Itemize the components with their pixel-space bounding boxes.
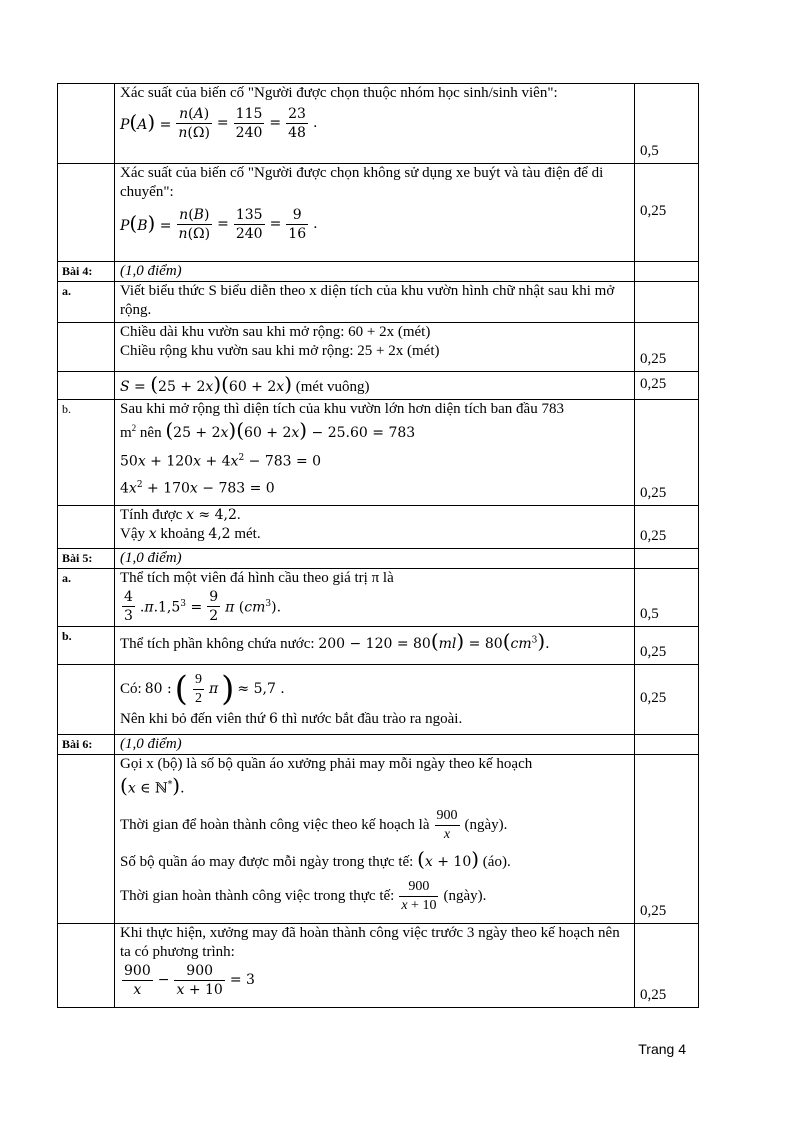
section-label: Bài 6: — [58, 735, 115, 755]
table-row: Có: 80 : ( $\frac{9}{2}$ π ) ≈ 5,7 . Nên khi bỏ đến viên thứ 6 thì nước bắt đầu trào ra ngoài. 0,25 — [58, 665, 699, 735]
score: 0,25 — [635, 164, 699, 262]
row-text: Thời gian hoàn thành công việc trong thực tế: — [120, 887, 395, 904]
formula-pb: P(B) = $\frac{n(B)}{n(\Omega)}$ = $\frac{135}{240}$ = $\frac{9}{16}$ . — [120, 207, 318, 242]
row-text: Tính được — [120, 507, 183, 523]
row-text: khoảng — [160, 526, 205, 542]
formula-count: Có: 80 : ( $\frac{9}{2}$ π ) ≈ 5,7 . — [120, 669, 285, 709]
table-row: Gọi x (bộ) là số bộ quần áo xưởng phải may mỗi ngày theo kế hoạch (x ∈ ℕ*). Thời gian để hoàn thành công việc theo kế hoạch là $\frac{900}{x}$ (ngày). Số bộ quần áo may được mỗi ngày trong thực tế: (x + 10) (áo). Thời gian hoàn thành công việc trong thực tế: $\frac{900}{x + 10}$ (ngày). 0,25 — [58, 755, 699, 924]
row-text: Gọi x (bộ) là số bộ quần áo xưởng phải may mỗi ngày theo kế hoạch — [120, 756, 533, 772]
score: 0,5 — [635, 569, 699, 627]
row-text: Số bộ quần áo may được mỗi ngày trong thực tế: — [120, 853, 414, 870]
table-row — [58, 400, 699, 506]
score: 0,25 — [635, 627, 699, 665]
row-text: mét. — [234, 526, 261, 542]
section-header — [58, 549, 699, 569]
score: 0,25 — [635, 323, 699, 372]
formula-line: $4x^2 + 170x - 783 = 0$ — [120, 479, 275, 497]
section-header — [58, 735, 699, 755]
formula-volume: $\frac{4}{3}$ $.\pi.1,5^3$ = $\frac{9}{2}$ π $(cm^3)$. — [124, 589, 282, 624]
score: 0,25 — [635, 400, 699, 506]
formula-line: $m^2$ nên (25 + 2x)(60 + 2x) − 25.60 = 783 — [120, 418, 416, 442]
table-row — [58, 372, 699, 400]
formula-pa: P(A) = $\frac{n(A)}{n(\Omega)}$ = $\frac{115}{240}$ = $\frac{23}{48}$ . — [120, 106, 318, 141]
table-row — [58, 164, 699, 262]
row-text: Thể tích một viên đá hình cầu theo giá trị π là — [120, 570, 394, 586]
table-row — [58, 84, 699, 164]
table-row: Tính được x ≈ 4,2. Vậy x khoảng 4,2 mét. 0,25 — [58, 506, 699, 549]
score: 0,25 — [635, 755, 699, 924]
row-text: Xác suất của biến cố "Người được chọn không sử dụng xe buýt và tàu điện để di chuyển": — [120, 165, 604, 200]
section-points: (1,0 điểm) — [115, 262, 635, 282]
row-text: (ngày). — [443, 887, 487, 904]
score: 0,25 — [635, 665, 699, 735]
formula-line: $50x + 120x + 4x^2 - 783 = 0$ — [120, 453, 322, 470]
score: 0,25 — [635, 372, 699, 400]
table-row — [58, 323, 699, 372]
page-number: Trang 4 — [638, 1041, 686, 1057]
part-label: a. — [58, 569, 115, 627]
formula-equation: $\frac{900}{x}$ − $\frac{900}{x + 10}$ = 3 — [124, 963, 255, 998]
section-points: (1,0 điểm) — [115, 735, 635, 755]
section-header — [58, 262, 699, 282]
row-text: Xác suất của biến cố "Người được chọn thuộc nhóm học sinh/sinh viên": — [120, 85, 558, 101]
answer-table — [57, 83, 699, 1008]
table-row — [58, 282, 699, 323]
row-text: Chiều dài khu vườn sau khi mở rộng: 60 + 2x (mét) — [120, 324, 431, 340]
row-text: Nên khi bỏ đến viên thứ — [120, 711, 266, 727]
part-label: b. — [58, 627, 115, 665]
table-row: b. Thể tích phần không chứa nước: $200 - 120 = 80(ml) = 80(cm^3)$. 0,25 — [58, 627, 699, 665]
row-text: Sau khi mở rộng thì diện tích của khu vườn lớn hơn diện tích ban đầu 783 — [120, 401, 564, 417]
formula-s: S = (25 + 2x)(60 + 2x) — [120, 371, 292, 396]
row-text: Có: — [120, 681, 142, 697]
row-text: (áo). — [482, 853, 511, 870]
row-text: (ngày). — [464, 816, 508, 833]
row-text: Chiều rộng khu vườn sau khi mở rộng: 25 + 2x (mét) — [120, 343, 440, 359]
section-label: Bài 5: — [58, 549, 115, 569]
question-text: Viết biểu thức S biểu diễn theo x diện tích của khu vườn hình chữ nhật sau khi mở rộng. — [115, 282, 635, 323]
row-text: Thể tích phần không chứa nước: — [120, 635, 315, 652]
score: 0,25 — [635, 924, 699, 1008]
table-row — [58, 924, 699, 1008]
score: 0,25 — [635, 506, 699, 549]
part-label: b. — [58, 400, 115, 506]
score: 0,5 — [635, 84, 699, 164]
formula-domain: (x ∈ ℕ*). — [120, 773, 185, 798]
row-text: Thời gian để hoàn thành công việc theo kế hoạch là — [120, 816, 430, 833]
section-label: Bài 4: — [58, 262, 115, 282]
row-text: Vậy — [120, 526, 145, 542]
row-text: thì nước bắt đầu trào ra ngoài. — [281, 711, 463, 727]
part-label: a. — [58, 282, 115, 323]
row-text: Khi thực hiện, xưởng may đã hoàn thành công việc trước 3 ngày theo kế hoạch nên ta có phương trình: — [120, 925, 620, 960]
unit: (mét vuông) — [295, 378, 370, 395]
section-points: (1,0 điểm) — [115, 549, 635, 569]
table-row — [58, 569, 699, 627]
